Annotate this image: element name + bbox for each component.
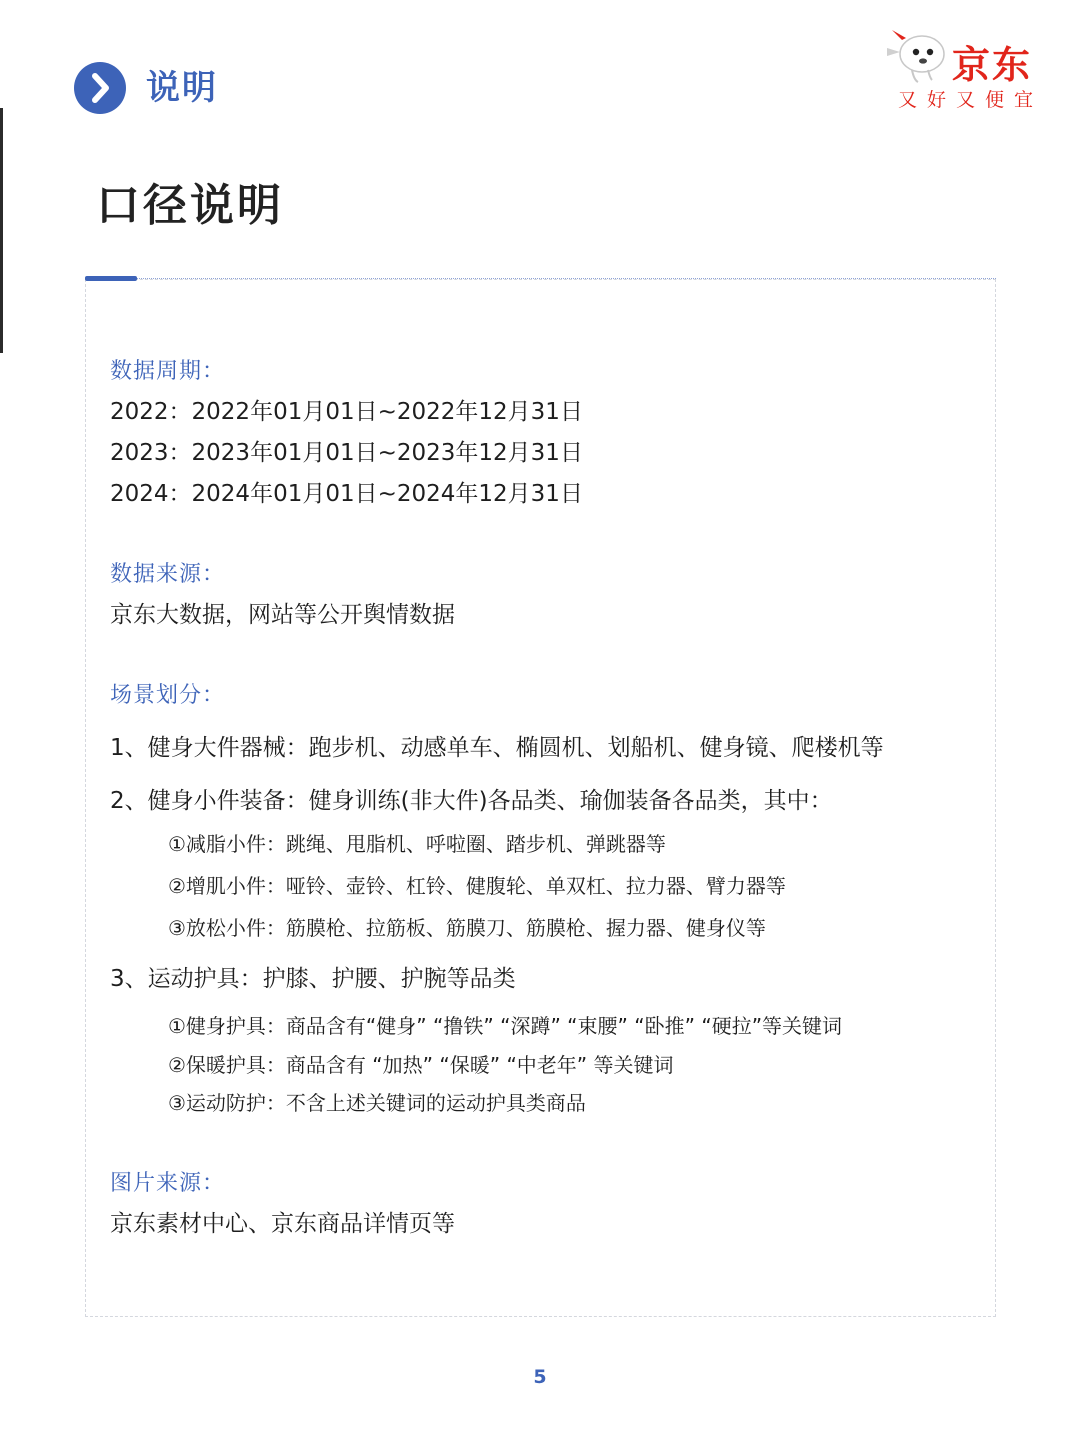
scene-subitem: ③运动防护：不含上述关键词的运动护具类商品 [168, 1091, 586, 1115]
scene-item: 1、健身大件器械：跑步机、动感单车、椭圆机、划船机、健身镜、爬楼机等 [110, 735, 884, 761]
scene-item: 2、健身小件装备：健身训练(非大件)各品类、瑜伽装备各品类，其中： [110, 788, 833, 814]
section-label: 说明 [146, 68, 218, 108]
mascot-dog-icon [884, 28, 956, 84]
data-source-heading: 数据来源： [110, 562, 226, 587]
scene-subitem: ②保暖护具：商品含有 “加热” “保暖” “中老年” 等关键词 [168, 1053, 674, 1077]
data-period-heading: 数据周期： [110, 359, 226, 384]
brand-name: 京东 [952, 43, 1033, 87]
page-title: 口径说明 [96, 180, 284, 231]
brand-logo [884, 28, 1054, 118]
scenes-heading: 场景划分： [110, 683, 226, 708]
chevron-right-icon [74, 62, 126, 114]
left-edge-bar [0, 108, 3, 353]
page-number: 5 [533, 1366, 547, 1388]
data-period-line: 2024：2024年01月01日~2024年12月31日 [110, 481, 583, 507]
data-source-text: 京东大数据，网站等公开舆情数据 [110, 602, 455, 628]
panel-top-divider [137, 278, 996, 279]
scene-subitem: ③放松小件：筋膜枪、拉筋板、筋膜刀、筋膜枪、握力器、健身仪等 [168, 916, 766, 940]
scene-item: 3、运动护具：护膝、护腰、护腕等品类 [110, 966, 516, 992]
data-period-line: 2022：2022年01月01日~2022年12月31日 [110, 399, 583, 425]
scene-subitem: ①减脂小件：跳绳、甩脂机、呼啦圈、踏步机、弹跳器等 [168, 832, 666, 856]
scene-subitem: ①健身护具：商品含有“健身” “撸铁” “深蹲” “束腰” “卧推” “硬拉”等关键词 [168, 1014, 843, 1038]
data-period-line: 2023：2023年01月01日~2023年12月31日 [110, 440, 583, 466]
image-source-text: 京东素材中心、京东商品详情页等 [110, 1211, 455, 1237]
brand-slogan: 又好又便宜 [898, 89, 1044, 111]
scene-subitem: ②增肌小件：哑铃、壶铃、杠铃、健腹轮、单双杠、拉力器、臂力器等 [168, 874, 786, 898]
panel-accent-bar [85, 276, 137, 281]
image-source-heading: 图片来源： [110, 1171, 226, 1196]
